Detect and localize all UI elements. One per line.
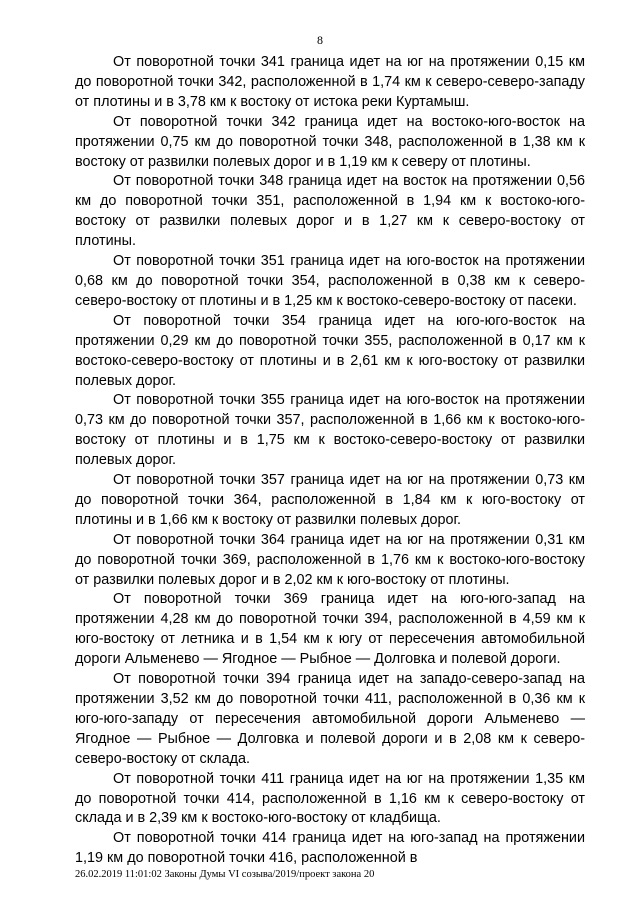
document-body <box>75 53 585 869</box>
paragraph: От поворотной точки 364 граница идет на юг на протяжении 0,31 км до поворотной точки 369, расположенной в 1,76 км к востоко-юго-востоку от развилки полевых дорог и в 2,02 км к юго-востоку от плотины. <box>75 531 585 588</box>
paragraph: От поворотной точки 411 граница идет на юг на протяжении 1,35 км до поворотной точки 414, расположенной в 1,16 км к северо-востоку от склада и в 2,39 км к востоко-юго-востоку от кладбища. <box>75 770 585 827</box>
paragraph: От поворотной точки 357 граница идет на юг на протяжении 0,73 км до поворотной точки 364, расположенной в 1,84 км к юго-востоку от плотины и в 1,66 км к востоку от развилки полевых дорог. <box>75 472 585 528</box>
document-footer: 26.02.2019 11:01:02 Законы Думы VI созыва/2019/проект закона 20 <box>75 869 375 880</box>
paragraph: От поворотной точки 341 граница идет на юг на протяжении 0,15 км до поворотной точки 342, расположенной в 1,74 км к северо-северо-западу от плотины и в 3,78 км к востоку от истока реки Куртамыш. <box>75 54 585 110</box>
paragraph: От поворотной точки 354 граница идет на юго-юго-восток на протяжении 0,29 км до поворотной точки 355, расположенной в 0,17 км к востоко-северо-востоку от плотины и в 2,61 км к юго-востоку от развилки полевых дорог. <box>75 312 585 389</box>
paragraph: От поворотной точки 348 граница идет на восток на протяжении 0,56 км до поворотной точки 351, расположенной в 1,94 км к востоко-юго-востоку от развилки полевых дорог и в 1,27 км к северо-востоку от плотины. <box>75 173 585 250</box>
paragraph: От поворотной точки 394 граница идет на западо-северо-запад на протяжении 3,52 км до поворотной точки 411, расположенной в 0,36 км к юго-юго-западу от пересечения автомобильной дороги Альменево — Ягодное — Рыбное — Долговка и полевой дороги и в 2,08 км к северо-северо-востоку от склада. <box>75 671 585 767</box>
paragraph: От поворотной точки 369 граница идет на юго-юго-запад на протяжении 4,28 км до поворотной точки 394, расположенной в 4,59 км к юго-востоку от летника и в 1,54 км к югу от пересечения автомобильной дороги Альменево — Ягодное — Рыбное — Долговка и полевой дороги. <box>75 591 585 668</box>
paragraph: От поворотной точки 355 граница идет на юго-восток на протяжении 0,73 км до поворотной точки 357, расположенной в 1,66 км к востоко-юго-востоку от плотины и в 1,75 км к востоко-северо-востоку от развилки полевых дорог. <box>75 392 585 469</box>
paragraph: От поворотной точки 351 граница идет на юго-восток на протяжении 0,68 км до поворотной точки 354, расположенной в 0,38 км к северо-северо-востоку от плотины и в 1,25 км к востоко-северо-востоку от пасеки. <box>75 253 585 309</box>
page-number: 8 <box>317 33 323 47</box>
paragraph: От поворотной точки 342 граница идет на востоко-юго-восток на протяжении 0,75 км до поворотной точки 348, расположенной в 1,38 км к востоку от развилки полевых дорог и в 1,19 км к северу от плотины. <box>75 113 585 170</box>
paragraph: От поворотной точки 414 граница идет на юго-запад на протяжении 1,19 км до поворотной точки 416, расположенной в <box>75 830 585 867</box>
